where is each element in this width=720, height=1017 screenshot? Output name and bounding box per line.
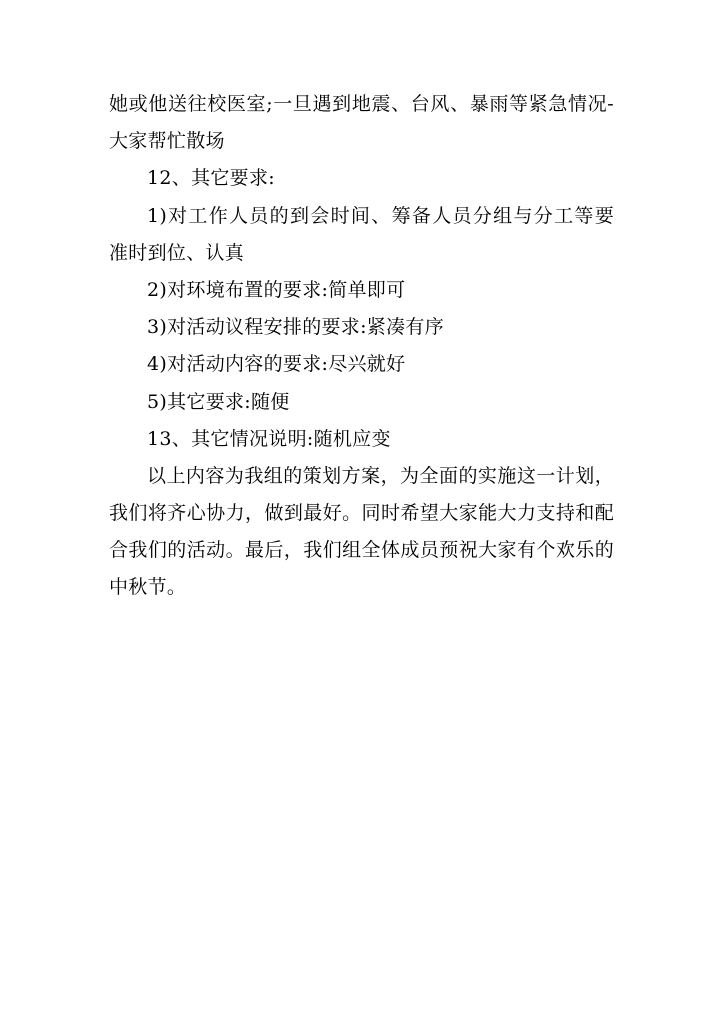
list-item: 3)对活动议程安排的要求:紧凑有序	[147, 316, 445, 339]
list-item: 4)对活动内容的要求:尽兴就好	[147, 353, 406, 376]
list-item: 5)其它要求:随便	[147, 390, 290, 413]
paragraph-line: 大家帮忙散场	[109, 130, 225, 153]
document-body	[109, 86, 614, 607]
paragraph-line: 我们将齐心协力，做到最好。同时希望大家能大力支持和配	[109, 502, 614, 525]
paragraph-line: 她或他送往校医室;一旦遇到地震、台风、暴雨等紧急情况-	[109, 93, 614, 115]
paragraph-line: 以上内容为我组的策划方案，为全面的实施这一计划，	[147, 464, 614, 487]
list-item: 2)对环境布置的要求:简单即可	[147, 278, 406, 301]
section-heading: 13、其它情况说明:随机应变	[147, 427, 391, 450]
paragraph-line: 合我们的活动。最后，我们组全体成员预祝大家有个欢乐的	[109, 539, 614, 562]
paragraph-line: 中秋节。	[109, 576, 187, 599]
list-item-continuation: 准时到位、认真	[109, 241, 245, 264]
list-item: 1)对工作人员的到会时间、筹备人员分组与分工等要	[147, 204, 614, 227]
section-heading: 12、其它要求:	[147, 167, 275, 190]
